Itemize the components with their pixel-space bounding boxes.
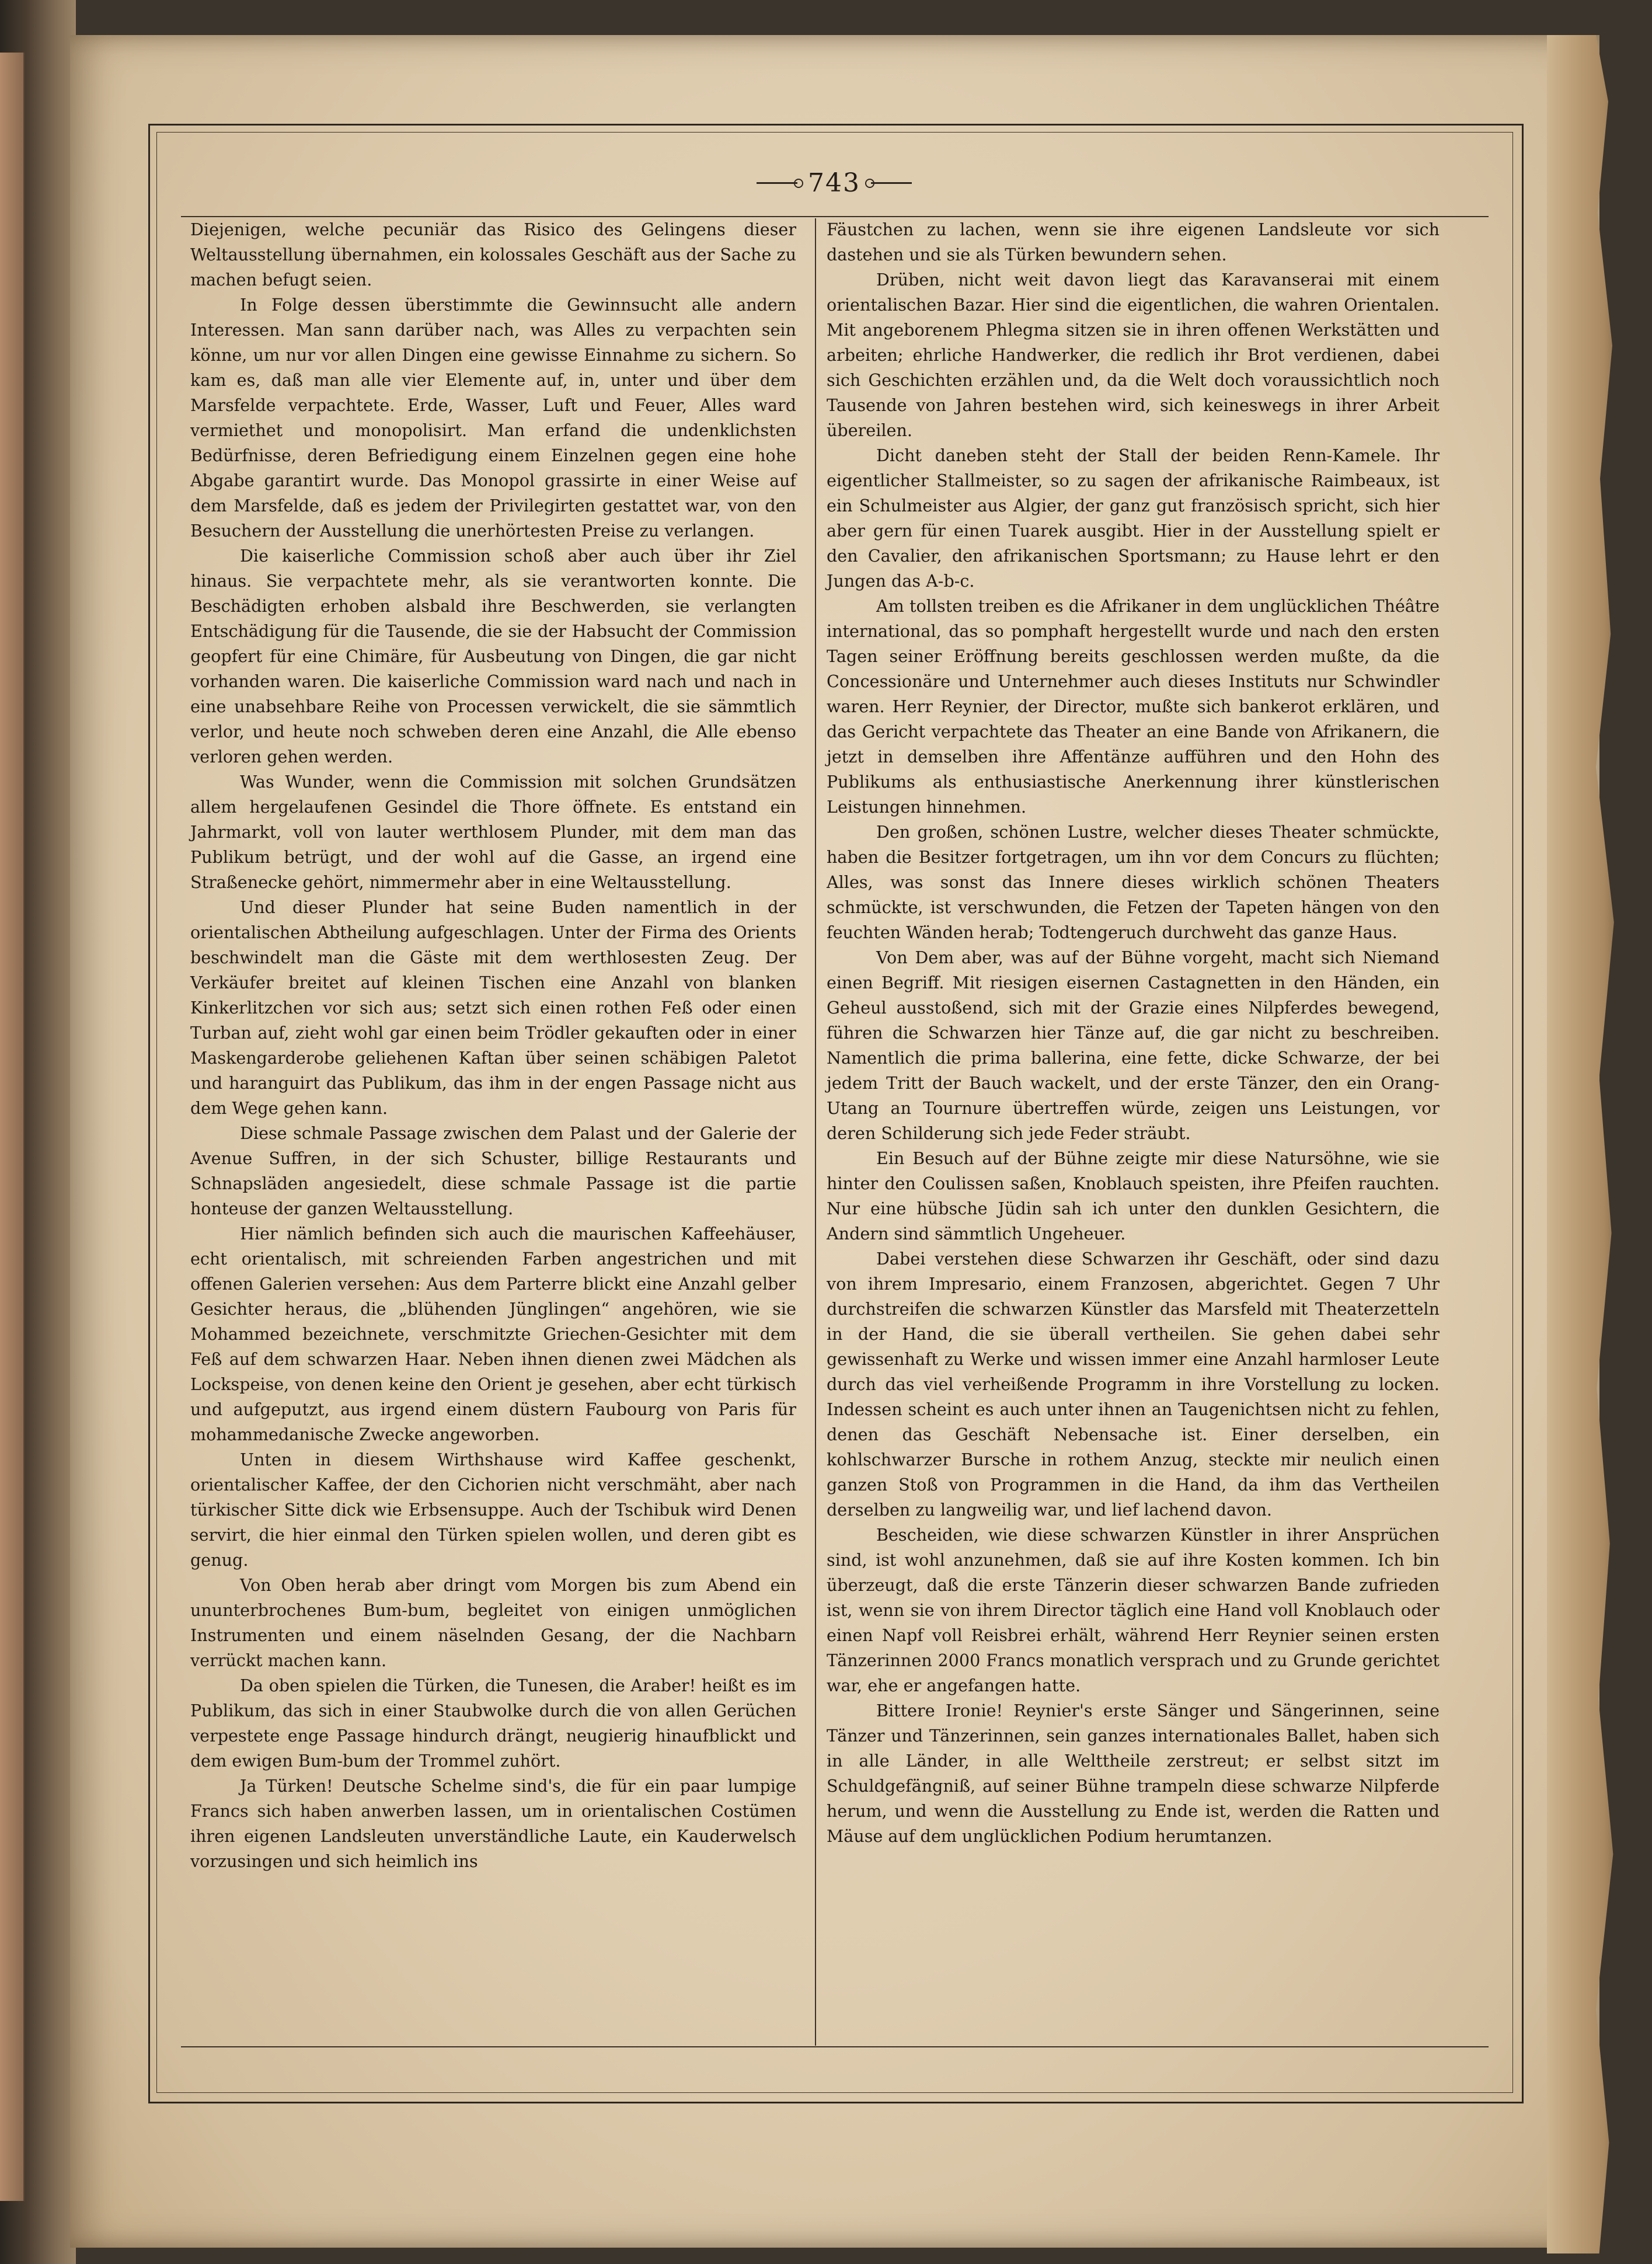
paragraph: Bittere Ironie! Reynier's erste Sänger und Sängerinnen, seine Tänzer und Tänzerinnen, sein ganzes internationales Ballet, haben sich in alle Länder, in alle Welttheile zerstreut; er selbst sitzt im Schuldgefängniß, auf seiner Bühne trampeln diese schwarze Nilpferde herum, und wenn die Ausstellung zu Ende ist, werden die Ratten und Mäuse auf dem unglücklichen Podium herumtanzen. bbox=[827, 1701, 1440, 1846]
paragraph: Diese schmale Passage zwischen dem Palast und der Galerie der Avenue Suffren, in der sich Schuster, billige Restaurants und Schnapsläden angesiedelt, diese schmale Passage ist die partie honteuse der ganzen Weltausstellung. bbox=[190, 1123, 796, 1218]
page-header bbox=[156, 156, 1512, 209]
previous-page-edge bbox=[0, 53, 25, 2201]
paragraph: Von Dem aber, was auf der Bühne vorgeht, macht sich Niemand einen Begriff. Mit riesigen eisernen Castagnetten in den Händen, ein Geheul ausstoßend, sich mit der Grazie eines Nilpferdes bewegend, führen die Schwarzen hier Tänze auf, die gar nicht zu beschreiben. Namentlich die prima ballerina, eine fette, dicke Schwarze, der bei jedem Tritt der Bauch wackelt, und der erste Tänzer, den ein Orang-Utang an Tournure übertreffen würde, zeigen uns Leistungen, vor deren Schilderung sich jede Feder sträubt. bbox=[827, 948, 1440, 1143]
paragraph: Diejenigen, welche pecuniär das Risico des Gelingens dieser Weltausstellung übernahmen, ein kolossales Geschäft aus der Sache zu machen befugt seien. bbox=[190, 220, 796, 290]
paragraph: Dabei verstehen diese Schwarzen ihr Geschäft, oder sind dazu von ihrem Impresario, einem Franzosen, abgerichtet. Gegen 7 Uhr durchstreifen die schwarzen Künstler das Marsfeld mit Theaterzetteln in der Hand, die sie überall vertheilen. Sie gehen dabei sehr gewissenhaft zu Werke und wissen immer eine Anzahl harmloser Leute durch das viel verheißende Programm in ihre Vorstellung zu locken. Indessen scheint es auch unter ihnen an Taugenichtsen nicht zu fehlen, denen das Geschäft Nebensache ist. Einer derselben, ein kohlschwarzer Bursche in rothem Anzug, steckte mir neulich einen ganzen Stoß von Programmen in die Hand, da ihm das Vertheilen derselben zu langweilig war, und lief lachend davon. bbox=[827, 1249, 1440, 1520]
paragraph: Am tollsten treiben es die Afrikaner in dem unglücklichen Théâtre international, das so pomphaft hergestellt wurde und nach den ersten Tagen seiner Eröffnung bereits geschlossen werden mußte, da die Concessionäre und Unternehmer auch dieses Instituts nur Schwindler waren. Herr Reynier, der Director, mußte sich bankerot erklären, und das Gericht verpachtete das Theater an eine Bande von Afrikanern, die jetzt in demselben ihre Affentänze aufführen und den Hohn des Publikums als enthusiastische Anerkennung ihrer künstlerischen Leistungen hinnehmen. bbox=[827, 596, 1440, 817]
paragraph: Da oben spielen die Türken, die Tunesen, die Araber! heißt es im Publikum, das sich in einer Staubwolke durch die von allen Gerüchen verpestete enge Passage hindurch drängt, neugierig hinaufblickt und dem ewigen Bum-bum der Trommel zuhört. bbox=[190, 1676, 796, 1771]
page-number: 743 bbox=[808, 168, 860, 198]
paragraph: Ja Türken! Deutsche Schelme sind's, die für ein paar lumpige Francs sich haben anwerben lassen, um in orientalischen Costümen ihren eigenen Landsleuten unverständliche Laute, ein Kauderwelsch vorzusingen und sich heimlich ins bbox=[190, 1776, 796, 1871]
paragraph: Hier nämlich befinden sich auch die maurischen Kaffeehäuser, echt orientalisch, mit schreienden Farben angestrichen und mit offenen Galerien versehen: Aus dem Parterre blickt eine Anzahl gelber Gesichter heraus, die „blühenden Jünglingen“ angehören, wie sie Mohammed bezeichnete, verschmitzte Griechen-Gesichter mit dem Feß auf dem schwarzen Haar. Neben ihnen dienen zwei Mädchen als Lockspeise, von denen keine den Orient je gesehen, aber echt türkisch und aufgeputzt, aus irgend einem düstern Faubourg von Paris für mohammedanische Zwecke angeworben. bbox=[190, 1224, 796, 1444]
paragraph: Was Wunder, wenn die Commission mit solchen Grundsätzen allem hergelaufenen Gesindel die Thore öffnete. Es entstand ein Jahrmarkt, voll von lauter werthlosem Plunder, mit dem man das Publikum betrügt, und der wohl auf die Gasse, an irgend eine Straßenecke gehört, nimmermehr aber in eine Weltausstellung. bbox=[190, 772, 796, 892]
paragraph: Fäustchen zu lachen, wenn sie ihre eigenen Landsleute vor sich dastehen und sie als Türken bewundern sehen. bbox=[827, 220, 1440, 264]
paragraph: In Folge dessen überstimmte die Gewinnsucht alle andern Interessen. Man sann darüber nach, was Alles zu verpachten sein könne, um nur vor allen Dingen eine gewisse Einnahme zu sichern. So kam es, daß man alle vier Elemente auf, in, unter und über dem Marsfelde verpachtete. Erde, Wasser, Luft und Feuer, Alles ward vermiethet und monopolisirt. Man erfand die undenklichsten Bedürfnisse, deren Befriedigung einem Einzelnen gegen eine hohe Abgabe garantirt wurde. Das Monopol grassirte in einer Weise auf dem Marsfelde, daß es jedem der Privilegirten gestattet war, von den Besuchern der Ausstellung die unerhörtesten Preise zu verlangen. bbox=[190, 295, 796, 541]
paragraph: Ein Besuch auf der Bühne zeigte mir diese Natursöhne, wie sie hinter den Coulissen saßen, Knoblauch speisten, ihre Pfeifen rauchten. Nur eine hübsche Jüdin sah ich unter den dunklen Gesichtern, die Andern sind sämmtlich Ungeheuer. bbox=[827, 1148, 1440, 1244]
ornament-left-icon bbox=[757, 182, 797, 184]
ornament-right-icon bbox=[871, 182, 912, 184]
paragraph: Von Oben herab aber dringt vom Morgen bis zum Abend ein ununterbrochenes Bum-bum, begleitet von einigen unmöglichen Instrumenten und einem näselnden Gesang, der die Nachbarn verrückt machen kann. bbox=[190, 1575, 796, 1670]
paragraph: Und dieser Plunder hat seine Buden namentlich in der orientalischen Abtheilung aufgeschlagen. Unter der Firma des Orients beschwindelt man die Gäste mit dem werthlosesten Zeug. Der Verkäufer breitet auf kleinen Tischen eine Anzahl von blanken Kinkerlitzchen vor sich aus; setzt sich einen rothen Feß oder einen Turban auf, zieht wohl gar einen beim Trödler gekauften oder in einer Maskengarderobe geliehenen Kaftan über seinen schäbigen Paletot und haranguirt das Publikum, das ihm in der engen Passage nicht aus dem Wege gehen kann. bbox=[190, 897, 796, 1118]
right-column bbox=[827, 217, 1440, 1849]
frayed-page-edge bbox=[1547, 35, 1629, 2253]
column-divider bbox=[815, 218, 816, 2046]
footer-rule bbox=[181, 2046, 1489, 2047]
left-column bbox=[190, 217, 796, 1874]
paragraph: Den großen, schönen Lustre, welcher dieses Theater schmückte, haben die Besitzer fortgetragen, um ihn vor dem Concurs zu flüchten; Alles, was sonst das Innere dieses wirklich schönen Theaters schmückte, ist verschwunden, die Fetzen der Tapeten hängen von den feuchten Wänden herab; Todtengeruch durchweht das ganze Haus. bbox=[827, 822, 1440, 942]
paragraph: Drüben, nicht weit davon liegt das Karavanserai mit einem orientalischen Bazar. Hier sind die eigentlichen, die wahren Orientalen. Mit angeborenem Phlegma sitzen sie in ihren offenen Werkstätten und arbeiten; ehrliche Handwerker, die redlich ihr Brot verdienen, dabei sich Geschichten erzählen und, da die Welt doch voraussichtlich noch Tausende von Jahren bestehen wird, sich keineswegs in ihrer Arbeit übereilen. bbox=[827, 270, 1440, 440]
paragraph: Bescheiden, wie diese schwarzen Künstler in ihrer Ansprüchen sind, ist wohl anzunehmen, daß sie auf ihre Kosten kommen. Ich bin überzeugt, daß die erste Tänzerin dieser schwarzen Bande zufrieden ist, wenn sie von ihrem Director täglich eine Hand voll Knoblauch oder einen Napf voll Reisbrei erhält, während Herr Reynier seinen ersten Tänzerinnen 2000 Francs monatlich versprach und zu Grunde gerichtet war, ehe er angefangen hatte. bbox=[827, 1525, 1440, 1695]
paragraph: Die kaiserliche Commission schoß aber auch über ihr Ziel hinaus. Sie verpachtete mehr, als sie verantworten konnte. Die Beschädigten erhoben alsbald ihre Beschwerden, sie verlangten Entschädigung für die Tausende, die sie der Habsucht der Commission geopfert für eine Chimäre, für Ausbeutung von Dingen, die gar nicht vorhanden waren. Die kaiserliche Commission ward nach und nach in eine unabsehbare Reihe von Processen verwickelt, die sie sämmtlich verlor, und heute noch schweben deren eine Anzahl, die Alle ebenso verloren gehen werden. bbox=[190, 546, 796, 767]
paragraph: Unten in diesem Wirthshause wird Kaffee geschenkt, orientalischer Kaffee, der den Cichorien nicht verschmäht, aber nach türkischer Sitte dick wie Erbsensuppe. Auch der Tschibuk wird Denen servirt, die hier einmal den Türken spielen wollen, und deren gibt es genug. bbox=[190, 1450, 796, 1570]
paragraph: Dicht daneben steht der Stall der beiden Renn-Kamele. Ihr eigentlicher Stallmeister, so zu sagen der afrikanische Raimbeaux, ist ein Schulmeister aus Algier, der ganz gut französisch spricht, sich hier aber gern für einen Tuarek ausgibt. Hier in der Ausstellung spielt er den Cavalier, den afrikanischen Sportsmann; zu Hause lehrt er den Jungen das A-b-c. bbox=[827, 445, 1440, 591]
